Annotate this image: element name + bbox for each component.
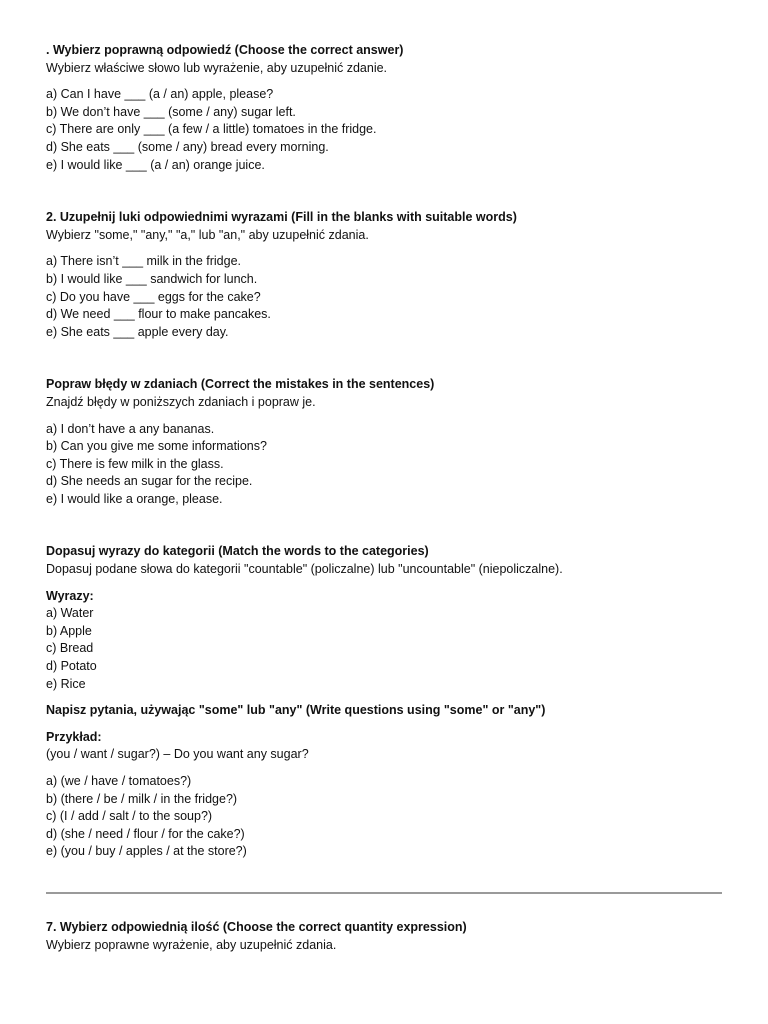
section-title: Napisz pytania, używając "some" lub "any" (Write questions using "some" or "any")	[46, 703, 546, 718]
exercise-item: e) (you / buy / apples / at the store?)	[46, 844, 247, 859]
exercise-list	[46, 773, 726, 861]
section-quantity-expression	[46, 919, 726, 954]
section-title: . Wybierz poprawną odpowiedź (Choose the correct answer)	[46, 43, 404, 57]
exercise-item: d) She needs an sugar for the recipe.	[46, 474, 253, 489]
exercise-item: d) She eats ___ (some / any) bread every morning.	[46, 139, 329, 154]
section-fill-in-blanks	[46, 209, 726, 341]
exercise-item: b) (there / be / milk / in the fridge?)	[46, 791, 238, 806]
word-list	[46, 605, 726, 693]
spacer	[46, 508, 726, 543]
exercise-item: d) (she / need / flour / for the cake?)	[46, 826, 245, 841]
example-label: Przykład:	[46, 729, 102, 744]
spacer	[46, 720, 726, 729]
section-title: 2. Uzupełnij luki odpowiednimi wyrazami (Fill in the blanks with suitable words)	[46, 210, 517, 225]
section-title: Popraw błędy w zdaniach (Correct the mistakes in the sentences)	[46, 377, 435, 392]
exercise-item: a) I don’t have a any bananas.	[46, 421, 215, 436]
example-text: (you / want / sugar?) – Do you want any sugar?	[46, 747, 309, 762]
exercise-item: e) She eats ___ apple every day.	[46, 324, 229, 339]
section-correct-mistakes	[46, 376, 726, 508]
exercise-item: c) (I / add / salt / to the soup?)	[46, 809, 213, 824]
section-write-questions	[46, 702, 726, 861]
exercise-list	[46, 253, 726, 341]
worksheet-page	[46, 42, 726, 963]
spacer	[46, 693, 726, 702]
section-title: Dopasuj wyrazy do kategorii (Match the words to the categories)	[46, 544, 429, 559]
section-match-categories	[46, 543, 726, 693]
exercise-item: c) There is few milk in the glass.	[46, 456, 224, 471]
word-item: a) Water	[46, 606, 94, 621]
word-item: e) Rice	[46, 676, 86, 691]
exercise-list	[46, 421, 726, 509]
section-title: 7. Wybierz odpowiednią ilość (Choose the correct quantity expression)	[46, 919, 467, 934]
exercise-list	[46, 86, 726, 174]
exercise-item: b) We don’t have ___ (some / any) sugar left.	[46, 104, 296, 119]
exercise-item: b) Can you give me some informations?	[46, 439, 267, 454]
section-choose-correct-answer	[46, 42, 726, 174]
spacer	[46, 341, 726, 376]
section-instruction: Wybierz poprawne wyrażenie, aby uzupełnić zdania.	[46, 937, 337, 952]
word-item: d) Potato	[46, 659, 97, 674]
section-instruction: Dopasuj podane słowa do kategorii "countable" (policzalne) lub "uncountable" (niepoliczalne).	[46, 562, 563, 577]
exercise-item: a) Can I have ___ (a / an) apple, please?	[46, 87, 274, 102]
exercise-item: c) There are only ___ (a few / a little) tomatoes in the fridge.	[46, 122, 377, 137]
exercise-item: a) (we / have / tomatoes?)	[46, 774, 192, 788]
word-item: b) Apple	[46, 623, 92, 638]
exercise-item: c) Do you have ___ eggs for the cake?	[46, 289, 261, 304]
spacer	[46, 174, 726, 209]
spacer	[46, 894, 726, 919]
spacer	[46, 861, 726, 892]
exercise-item: e) I would like a orange, please.	[46, 491, 223, 506]
section-instruction: Znajdź błędy w poniższych zdaniach i popraw je.	[46, 394, 316, 409]
section-instruction: Wybierz "some," "any," "a," lub "an," aby uzupełnić zdania.	[46, 227, 369, 242]
section-instruction: Wybierz właściwe słowo lub wyrażenie, aby uzupełnić zdanie.	[46, 60, 388, 75]
exercise-item: a) There isn’t ___ milk in the fridge.	[46, 254, 242, 269]
exercise-item: b) I would like ___ sandwich for lunch.	[46, 271, 258, 286]
exercise-item: e) I would like ___ (a / an) orange juice.	[46, 157, 265, 172]
exercise-item: d) We need ___ flour to make pancakes.	[46, 307, 271, 322]
word-item: c) Bread	[46, 641, 94, 656]
words-label: Wyrazy:	[46, 588, 94, 603]
